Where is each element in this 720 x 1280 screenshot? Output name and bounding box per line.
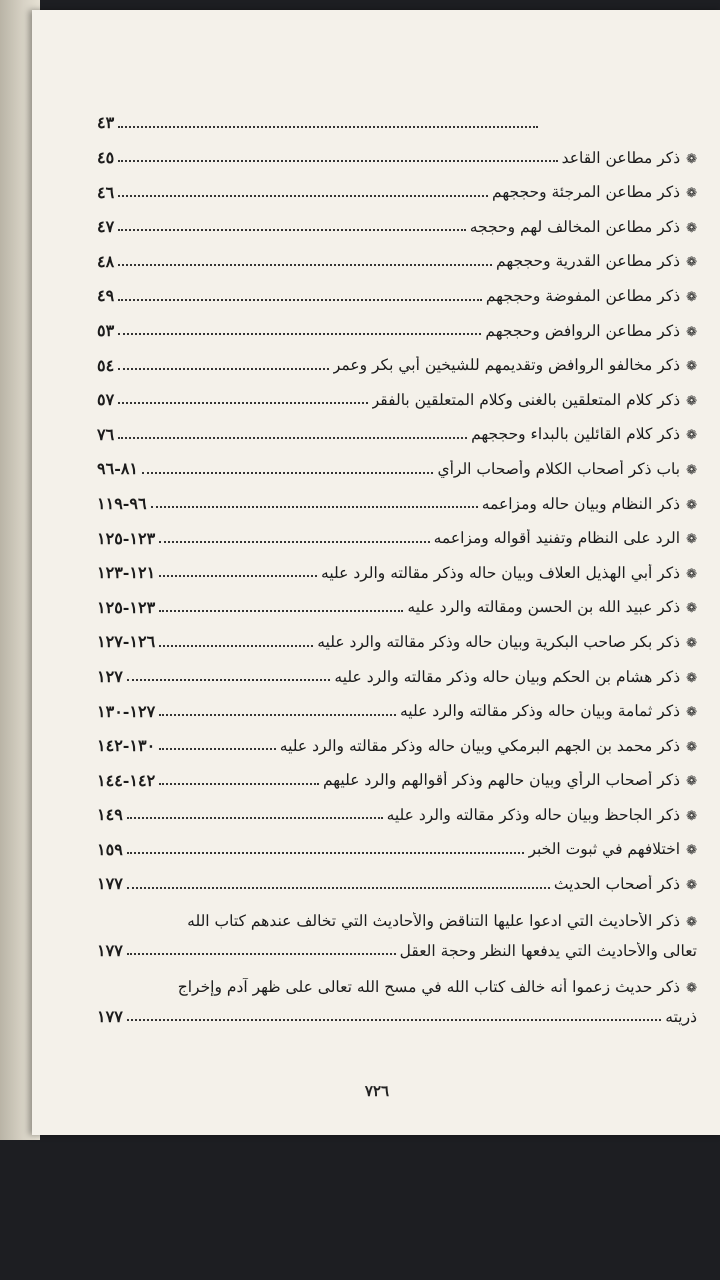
bullet-icon: ❁: [686, 428, 697, 444]
toc-entry: [97, 617, 697, 652]
bullet-icon: ❁: [686, 289, 697, 305]
toc-entry: [97, 167, 697, 202]
bullet-icon: ❁: [686, 255, 697, 271]
bullet-icon: ❁: [686, 532, 697, 548]
toc-entry-multiline: [97, 968, 697, 1026]
toc-entry-page: ٨١-٩٦: [97, 459, 139, 479]
toc-entry: [97, 790, 697, 825]
toc-entry-title: ذكر مطاعن المخالف لهم وحججه: [469, 217, 681, 236]
toc-entry-title: ذكر كلام المتعلقين بالغنى وكلام المتعلقين بالفقر: [371, 390, 681, 409]
bullet-icon: ❁: [686, 774, 697, 790]
toc-entry-title: ذكر حديث زعموا أنه خالف كتاب الله في مسح الله تعالى على ظهر آدم وإخراج: [177, 977, 681, 996]
toc-entry: [97, 548, 697, 583]
toc-entry: [97, 340, 697, 375]
toc-entry-line: [97, 996, 697, 1026]
toc-entry-title: ذكر النظام وبيان حاله ومزاعمه: [481, 494, 681, 513]
toc-entry-page: ٧٦: [97, 424, 115, 444]
toc-entry: [97, 236, 697, 271]
toc-entry: [97, 652, 697, 687]
toc-entry: [97, 513, 697, 548]
toc-entry: [97, 98, 697, 133]
toc-entry: [97, 755, 697, 790]
toc-entry-line: [97, 902, 697, 930]
bullet-icon: ❁: [686, 462, 697, 478]
bullet-icon: ❁: [686, 878, 697, 894]
toc-entry-page: ١٤٩: [97, 805, 123, 825]
toc-entry-page: ١٧٧: [97, 940, 123, 960]
toc-entry-title: ذكر هشام بن الحكم وبيان حاله وذكر مقالته والرد عليه: [334, 667, 681, 686]
dot-leader: [118, 195, 488, 197]
toc-entry-page: ٤٣: [97, 113, 115, 133]
toc-entry-page: ٤٩: [97, 286, 115, 306]
toc-entry-title: ذكر الأحاديث التي ادعوا عليها التناقض والأحاديث التي تخالف عندهم كتاب الله: [187, 911, 681, 930]
bullet-icon: ❁: [686, 497, 697, 513]
toc-entry-page: ١٢٣-١٢٥: [97, 528, 156, 548]
toc-entry-page: ١٣٠-١٤٢: [97, 736, 156, 756]
bullet-icon: ❁: [686, 635, 697, 651]
dot-leader: [127, 852, 525, 854]
toc-entry-title: ذكر أصحاب الرأي وبيان حالهم وذكر أقوالهم والرد عليهم: [322, 771, 681, 790]
toc-entry: [97, 306, 697, 341]
dot-leader: [127, 953, 396, 955]
toc-entry-page: ٩٦-١١٩: [97, 493, 147, 513]
toc-entry-page: ١٢٧-١٣٠: [97, 701, 156, 721]
toc-entry-page: ٥٤: [97, 355, 115, 375]
bullet-icon: ❁: [686, 566, 697, 582]
bullet-icon: ❁: [686, 186, 697, 202]
dot-leader: [118, 264, 492, 266]
dot-leader: [118, 333, 481, 335]
toc-entry-title: ذكر ثمامة وبيان حاله وذكر مقالته والرد عليه: [400, 702, 681, 721]
toc-entry-title: الرد على النظام وتفنيد أقواله ومزاعمه: [433, 529, 681, 548]
bullet-icon: ❁: [686, 393, 697, 409]
toc-entry-page: ١٧٧: [97, 874, 123, 894]
toc-entry-page: ١٢٧: [97, 666, 123, 686]
toc-entry-title: ذكر بكر صاحب البكرية وبيان حاله وذكر مقالته والرد عليه: [317, 632, 681, 651]
bullet-icon: ❁: [686, 808, 697, 824]
toc-entry-page: ١٢١-١٢٣: [97, 563, 156, 583]
bullet-icon: ❁: [686, 359, 697, 375]
dot-leader: [127, 887, 550, 889]
dot-leader: [118, 402, 368, 404]
toc-entry-title: ذكر كلام القائلين بالبداء وحججهم: [471, 425, 681, 444]
bullet-icon: ❁: [686, 914, 697, 930]
toc-entry: [97, 721, 697, 756]
dot-leader: [127, 817, 383, 819]
dot-leader: [118, 229, 466, 231]
toc-entry-title-cont: تعالى والأحاديث التي يدفعها النظر وحجة العقل: [399, 941, 697, 960]
toc-entry-multiline: [97, 902, 697, 960]
bullet-icon: ❁: [686, 601, 697, 617]
dot-leader: [118, 160, 557, 162]
dot-leader: [159, 610, 403, 612]
toc-entry-title: ذكر عبيد الله بن الحسن ومقالته والرد عليه: [407, 598, 681, 617]
toc-entry-title: ذكر أبي الهذيل العلاف وبيان حاله وذكر مقالته والرد عليه: [321, 563, 681, 582]
toc-entry-page: ٤٨: [97, 251, 115, 271]
dot-leader: [118, 368, 329, 370]
toc-entry: [97, 375, 697, 410]
toc-entry-title: ذكر أصحاب الحديث: [553, 875, 681, 894]
bullet-icon: ❁: [686, 670, 697, 686]
bullet-icon: ❁: [686, 980, 697, 996]
bullet-icon: ❁: [686, 705, 697, 721]
dot-leader: [118, 299, 482, 301]
toc-entry: [97, 202, 697, 237]
toc-entry-page: ١٧٧: [97, 1006, 123, 1026]
toc-entry-line: [97, 968, 697, 996]
toc-entry-title: اختلافهم في ثبوت الخبر: [528, 840, 681, 859]
toc-entry-page: ٥٣: [97, 320, 115, 340]
bullet-icon: ❁: [686, 843, 697, 859]
toc-entry-title: ذكر مطاعن القدرية وحججهم: [496, 252, 681, 271]
toc-entry-title-cont: ذريته: [665, 1007, 697, 1026]
toc-entry: [97, 686, 697, 721]
dot-leader: [159, 541, 429, 543]
table-of-contents: [97, 98, 697, 1026]
toc-entry-title: ذكر مطاعن المفوضة وحججهم: [485, 286, 681, 305]
dot-leader: [127, 1019, 662, 1021]
toc-entry-title: ذكر مخالفو الروافض وتقديمهم للشيخين أبي بكر وعمر: [332, 356, 681, 375]
toc-entry: [97, 859, 697, 894]
page-folio: ٧٢٦: [364, 1082, 390, 1100]
toc-entry-page: ٤٦: [97, 182, 115, 202]
toc-entry-page: ٥٧: [97, 390, 115, 410]
dot-leader: [142, 472, 433, 474]
toc-entry: [97, 479, 697, 514]
dot-leader: [127, 679, 331, 681]
dot-leader: [118, 126, 538, 128]
toc-entry-line: [97, 930, 697, 960]
toc-entry-page: ١٤٢-١٤٤: [97, 770, 156, 790]
toc-entry: [97, 409, 697, 444]
toc-entry: [97, 271, 697, 306]
toc-entry-title: ذكر مطاعن الروافض وحججهم: [485, 321, 681, 340]
toc-entry-page: ١٢٣-١٢٥: [97, 597, 156, 617]
dot-leader: [118, 437, 467, 439]
toc-entry-title: ذكر مطاعن القاعد: [561, 148, 681, 167]
toc-entry-title: ذكر مطاعن المرجئة وحججهم: [492, 183, 681, 202]
toc-entry-title: ذكر محمد بن الجهم البرمكي وبيان حاله وذكر مقالته والرد عليه: [279, 736, 681, 755]
bullet-icon: ❁: [686, 739, 697, 755]
dot-leader: [159, 645, 313, 647]
dot-leader: [159, 748, 276, 750]
book-page: [32, 10, 720, 1135]
dot-leader: [159, 783, 319, 785]
toc-entry-title: ذكر الجاحظ وبيان حاله وذكر مقالته والرد عليه: [386, 805, 681, 824]
bullet-icon: ❁: [686, 324, 697, 340]
toc-entry: [97, 582, 697, 617]
toc-entry-title: باب ذكر أصحاب الكلام وأصحاب الرأي: [437, 459, 681, 478]
toc-entry-page: ١٢٦-١٢٧: [97, 632, 156, 652]
toc-entry-page: ٤٧: [97, 217, 115, 237]
toc-entry: [97, 133, 697, 168]
bullet-icon: ❁: [686, 151, 697, 167]
toc-entry: [97, 444, 697, 479]
bullet-icon: ❁: [686, 220, 697, 236]
dot-leader: [159, 714, 396, 716]
dot-leader: [151, 506, 478, 508]
toc-entry-page: ١٥٩: [97, 839, 123, 859]
toc-entry: [97, 824, 697, 859]
dot-leader: [159, 575, 317, 577]
toc-entry-page: ٤٥: [97, 148, 115, 167]
